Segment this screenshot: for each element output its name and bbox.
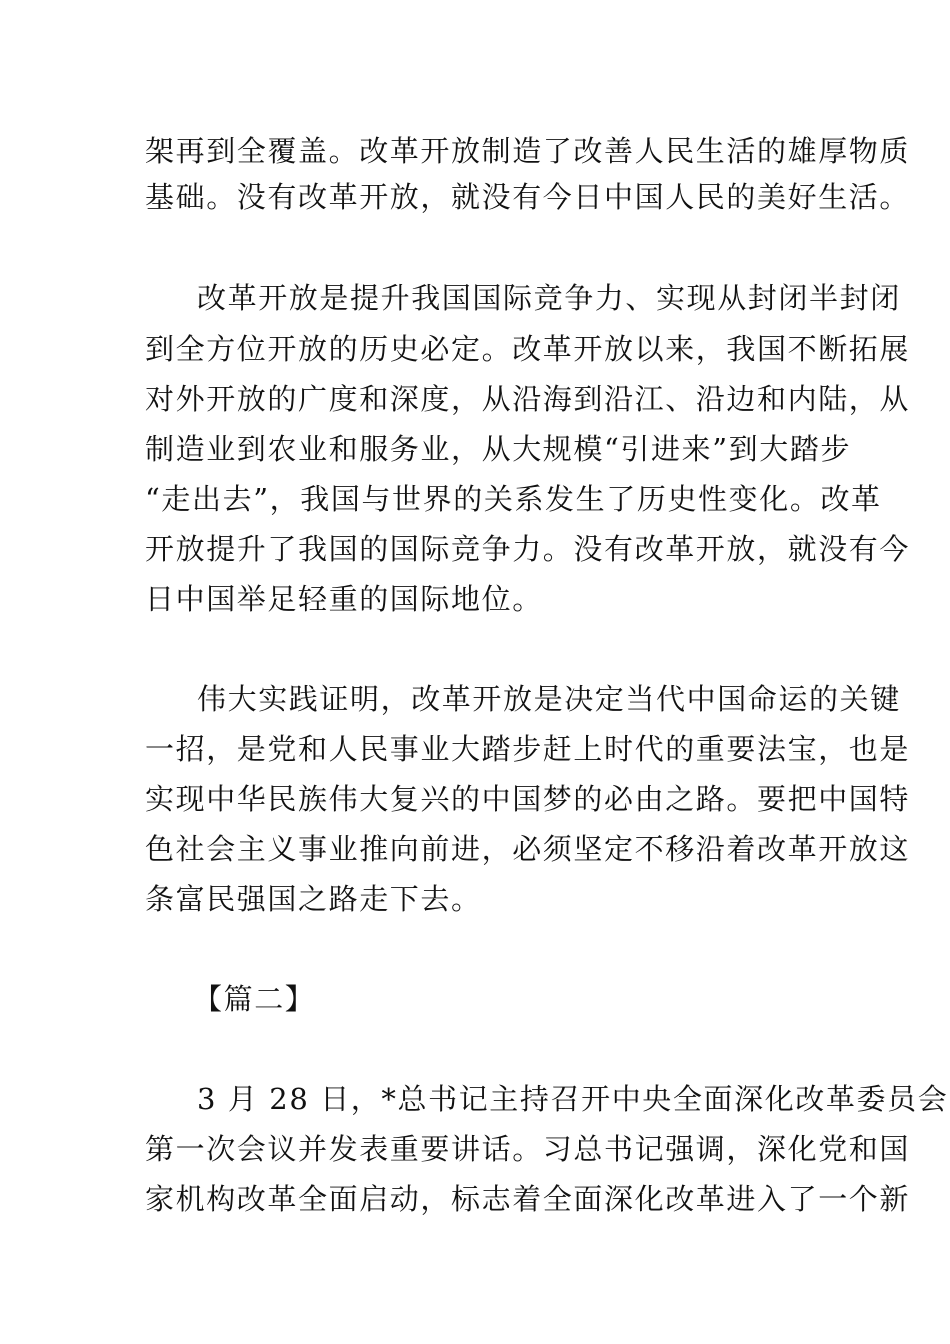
- text-line: 色社会主义事业推向前进，必须坚定不移沿着改革开放这: [145, 832, 911, 866]
- text-line: 实现中华民族伟大复兴的中国梦的必由之路。要把中国特: [145, 782, 911, 816]
- text-line: 伟大实践证明，改革开放是决定当代中国命运的关键: [197, 682, 901, 716]
- text-line: 第一次会议并发表重要讲话。习总书记强调，深化党和国: [145, 1132, 911, 1166]
- text-line: 家机构改革全面启动，标志着全面深化改革进入了一个新: [145, 1182, 911, 1216]
- text-line: 制造业到农业和服务业，从大规模“引进来”到大踏步: [145, 432, 852, 466]
- text-line: 到全方位开放的历史必定。改革开放以来，我国不断拓展: [145, 332, 911, 366]
- text-line: 一招，是党和人民事业大踏步赶上时代的重要法宝，也是: [145, 732, 911, 766]
- text-line: “走出去”，我国与世界的关系发生了历史性变化。改革: [145, 482, 882, 516]
- text-line: 基础。没有改革开放，就没有今日中国人民的美好生活。: [145, 180, 911, 214]
- section-heading-text: 【篇二】: [193, 982, 316, 1016]
- text-line: 开放提升了我国的国际竞争力。没有改革开放，就没有今: [145, 532, 911, 566]
- text-line: 对外开放的广度和深度，从沿海到沿江、沿边和内陆，从: [145, 382, 911, 416]
- text-line: 条富民强国之路走下去。: [145, 882, 482, 916]
- text-line: 日中国举足轻重的国际地位。: [145, 582, 543, 616]
- text-line: 架再到全覆盖。改革开放制造了改善人民生活的雄厚物质: [145, 134, 911, 168]
- text-line: 3 月 28 日，*总书记主持召开中央全面深化改革委员会: [197, 1082, 949, 1116]
- text-line: 改革开放是提升我国国际竞争力、实现从封闭半封闭: [197, 281, 901, 315]
